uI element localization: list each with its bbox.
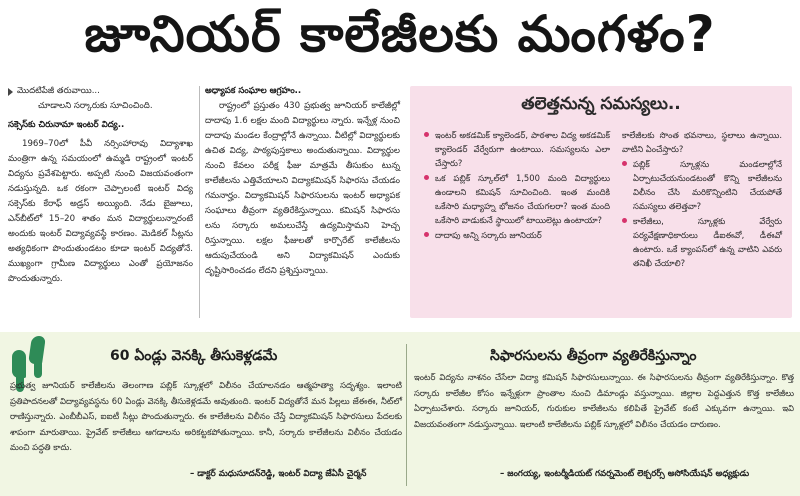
article-column-2 xyxy=(205,84,400,279)
problems-box xyxy=(410,86,792,318)
list-item xyxy=(424,171,610,227)
column1-subhead: సక్సెస్‌కు చిరునామా ఇంటర్ విద్య.. xyxy=(8,120,125,130)
opinion-left-title: 60 ఏండ్లు వెనక్కి తీసుకెళ్లడమే xyxy=(110,348,278,364)
list-item xyxy=(622,214,782,270)
list-item-text: పబ్లిక్ స్కూళ్లను మండలాల్లోనే ఏర్పాటుచేయనుండటంతో కొన్ని కాలేజీలను విలీనం చేసి మరికొన్నింటిని చేయపోతే సమస్యలు తలెత్తవా? xyxy=(633,159,782,211)
list-item xyxy=(424,228,610,242)
bullet-icon xyxy=(424,132,429,137)
continued-label: మొదటిపేజీ తరువాయి... xyxy=(17,86,100,96)
bullet-icon xyxy=(424,232,429,237)
bullet-icon xyxy=(622,218,627,223)
opinion-right-text: ఇంటర్ విద్యను నాశనం చేసేలా విద్యా కమిషన్ సిఫారసులున్నాయి. ఈ సిఫారసులను తీవ్రంగా వ్యతిరేకిస్తున్నాం. కొత్త సర్కారు కాలేజీల కోసం ఇన్నేళ్లుగా ప్రాంతాల నుంచి డిమాండ్లు వస్తున్నాయి. జిల్లాల పెద్దఎత్తున కొత్త కాలేజీలు ఏర్పాటుచేశారు. సర్కారు జూనియర్, గురుకుల కాలేజీలను కలిపితే ప్రైవేట్ కంటే ఎక్కువగా ఉన్నాయి. ఇవి విజయవంతంగా నడుస్తున్నాయి. ఇలాంటి కాలేజీలను పబ్లిక్ స్కూళ్లలో విలీనం చేయడం దారుణం. xyxy=(414,372,794,429)
list-item-text: కాలేజీలు, స్కూళ్లకు వేర్వేరు పర్యవేక్షణాధికారులు డీఐఈవో, డీఈవో ఉంటారు. ఒకే క్యాంపస్‌లో ఉన్న వాటిని ఎవరు తనిఖీ చేయాలి? xyxy=(633,216,782,268)
opinion-right-byline: – జంగయ్య, ఇంటర్మీడియట్ గవర్నమెంట్ లెక్చరర్స్ అసోసియేషన్ అధ్యక్షుడు xyxy=(500,469,750,479)
problems-title: తలెత్తనున్న సమస్యలు.. xyxy=(521,94,681,114)
headline: జూనియర్ కాలేజీలకు మంగళం? xyxy=(84,4,716,63)
opinion-left-text: ప్రభుత్వ జూనియర్ కాలేజీలను తెలంగాణ పబ్లిక్ స్కూళ్లలో విలీనం చేయాలనడం ఆత్మహత్యా సదృశ్యం. ఇలాంటి ప్రతిపాదనలతో విద్యావ్యవస్థను 60 ఏండ్లు వెనక్కి తీసుకెళ్లడమే అవుతుంది. ఇంటర్ విద్యతోనే మన పిల్లలు జేఈఈ, నీట్‌లో రాణిస్తున్నారు. ఎంబీబీఎస్, ఐఐటీ సీట్లు పొందుతున్నారు. ఈ కాలేజీలను విలీనం చేస్తే విద్యాకమిషన్ సిఫారసులు పేదలకు శాపంగా మారుతాయి. ప్రైవేట్ కాలేజీలు ఆగడాలను అరికట్టకపోతున్నాయి. కానీ, సర్కారు కాలేజీలను విలీనం చేయడం మంచి పద్ధతి కాదు. xyxy=(10,380,402,452)
bullet-icon xyxy=(622,161,627,166)
column-divider xyxy=(199,86,200,318)
column1-paragraph: 1969–70లో పీవీ నర్సింహారావు విద్యాశాఖ మంత్రిగా ఉన్న సమయంలో ఉమ్మడి రాష్ట్రంలో ఇంటర్ విద్యను ప్రవేశపెట్టారు. అప్పటి నుంచి విజయవంతంగా నడుస్తున్నది. ఒక రకంగా చెప్పాలంటే ఇంటర్ విద్య సక్సెస్‌కు కేరాఫ్ అడ్రస్ అయ్యింది. నేడు బైజూలు, ఎన్‌బీట్‌లో 15–20 శాతం మన విద్యార్థులున్నారంటే అందుకు ఇంటర్ విద్యావ్యవస్థే కారణం. మెడికల్ సీట్లను అత్యధికంగా పొందుతుండటం కూడా ఇంటర్ విద్యతోనే. ముఖ్యంగా గ్రామీణ విద్యార్థులు ఎంతో ప్రయోజనం పొందుతున్నారు. xyxy=(8,139,193,284)
lead-line: చూడాలని సర్కారుకు సూచించింది. xyxy=(38,101,153,111)
list-item-text: ఒక పబ్లిక్ స్కూల్‌లో 1,500 మంది విద్యార్థులు ఉండాలని కమిషన్ సూచించింది. ఇంత మందికి ఒకేసారి మధ్యాహ్న భోజనం చేయగలరా? ఇంత మంది ఒకేసారి వాడుకునే స్థాయిలో టాయిలెట్లు ఉంటాయా? xyxy=(435,173,610,225)
list-item-text: ఇంటర్ అకడమిక్ క్యాలెండర్, పాఠశాల విద్య అకడమిక్ క్యాలెండర్ వేర్వేరుగా ఉంటాయి. సమస్యలను ఎలా చేస్తారు? xyxy=(435,130,610,168)
article-column-1 xyxy=(8,84,193,287)
list-item xyxy=(622,157,782,213)
continue-arrow-icon xyxy=(8,88,13,96)
list-item-text: దాదాపు అన్ని సర్కారు జూనియర్ xyxy=(435,230,542,240)
problems-list-left xyxy=(424,128,610,243)
column2-subhead: అధ్యాపక సంఘాల ఆగ్రహం.. xyxy=(205,86,302,96)
bullet-icon xyxy=(424,175,429,180)
list-item xyxy=(622,128,782,156)
continued-from xyxy=(8,84,193,99)
column2-paragraph: రాష్ట్రంలో ప్రస్తుతం 430 ప్రభుత్వ జూనియర్ కాలేజీల్లో దాదాపు 1.6 లక్షల మంది విద్యార్థులు న్నారు. ఇన్నేళ్ల నుంచి దాదాపు మండల కేంద్రాల్లోనే ఉన్నాయి. వీటిల్లో విద్యార్థులకు ఉచిత విద్య, పాఠ్యపుస్తకాలు అందుతున్నాయి. విద్యార్థుల నుంచి కేవలం పరీక్ష ఫీజు మాత్రమే తీసుకుం టున్న కాలేజీలను ఎత్తివేయాలని విద్యాకమిషన్ సిఫారసు చేయడం గమనార్హం. విద్యాకమిషన్ సిఫారసులను ఇంటర్ అధ్యాపక సంఘాలు తీవ్రంగా వ్యతిరేకిస్తున్నాయి. కమిషన్ సిఫారసు లను సర్కారు అమలుచేస్తే ఉద్యమిస్తామని హెచ్చ రిస్తున్నాయి. లక్షల ఫీజులతో కార్పొరేట్ కాలేజీలను ఆదుపుచేయండి అని విద్యాకమిషన్ ఎందుకు దృష్టిసారించడం లేదని ప్రశ్నిస్తున్నాయి. xyxy=(205,101,400,276)
opinion-right-title: సిఫారసులను తీవ్రంగా వ్యతిరేకిస్తున్నాం xyxy=(490,348,697,364)
opinion-divider xyxy=(406,344,407,486)
opinion-left-byline: – డాక్టర్ మధుసూదన్‌రెడ్డి, ఇంటర్ విద్యా జేఏసీ చైర్మన్ xyxy=(190,469,367,479)
problems-list-right xyxy=(622,128,782,271)
list-item xyxy=(424,128,610,170)
list-item-text: కాలేజీలకు సొంత భవనాలు, స్థలాలు ఉన్నాయి. వాటిని ఏంచేస్తారు? xyxy=(622,130,782,154)
